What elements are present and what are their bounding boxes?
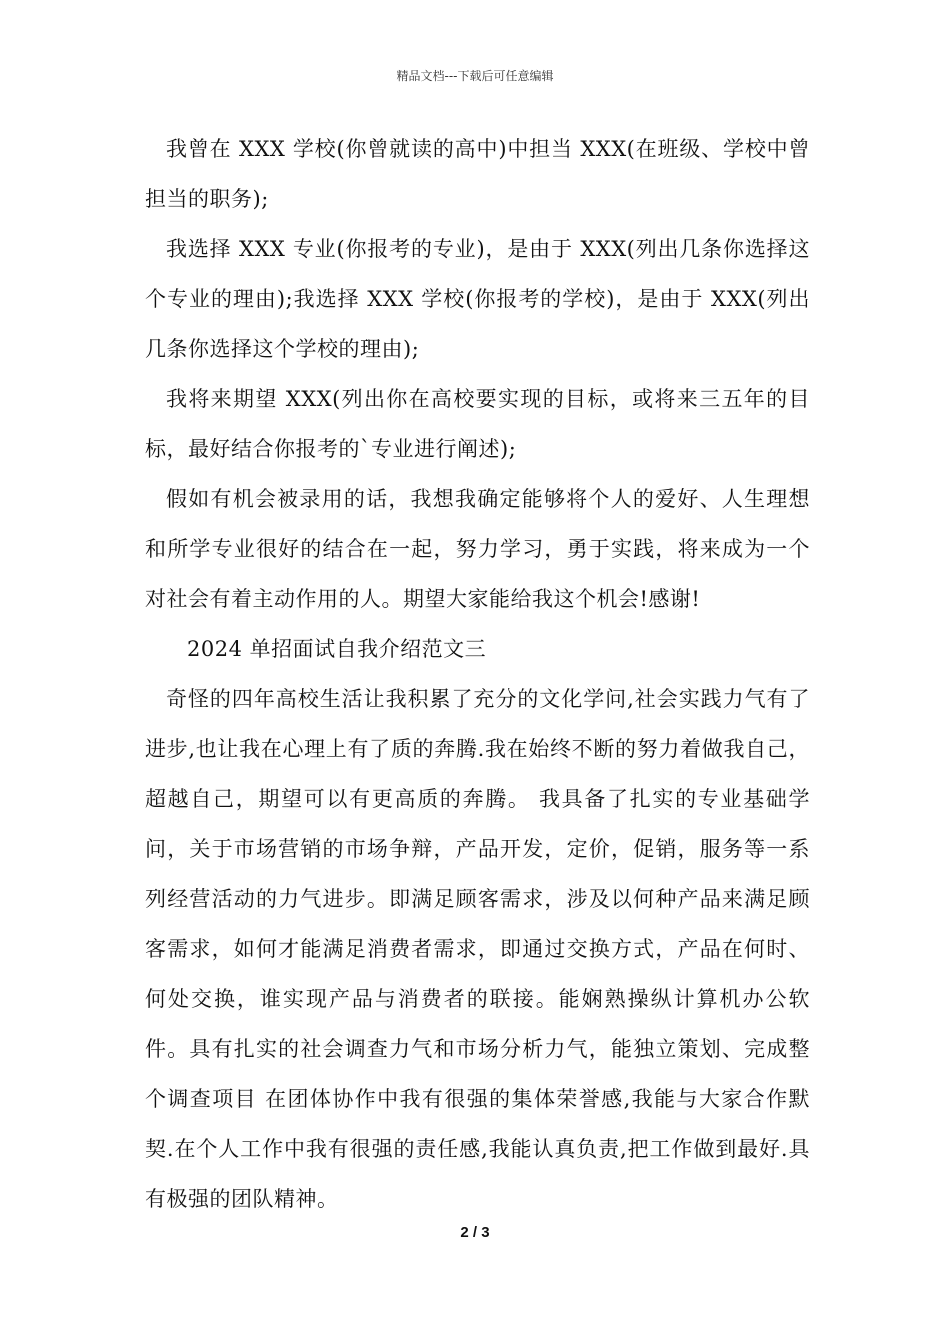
section-heading: 2024 单招面试自我介绍范文三 xyxy=(187,637,487,661)
paragraph-major-reason: 我选择 XXX 专业(你报考的专业)，是由于 XXX(列出几条你选择这个专业的理由);我选择 XXX 学校(你报考的学校)，是由于 XXX(列出几条你选择这个学校的理由); xyxy=(145,237,810,361)
paragraph-sample-three: 奇怪的四年高校生活让我积累了充分的文化学问,社会实践力气有了进步,也让我在心理上有了质的奔腾.我在始终不断的努力着做我自己，超越自己，期望可以有更高质的奔腾。 我具备了扎实的专业基础学问，关于市场营销的市场争辩，产品开发，定价，促销，服务等一系列经营活动的力气进步。即满足顾客需求，涉及以何种产品来满足顾客需求，如何才能满足消费者需求，即通过交换方式，产品在何时、何处交换，谁实现产品与消费者的联接。能娴熟操纵计算机办公软件。具有扎实的社会调查力气和市场分析力气，能独立策划、完成整个调查项目 在团体协作中我有很强的集体荣誉感,我能与大家合作默契.在个人工作中我有很强的责任感,我能认真负责,把工作做到最好.具有极强的团队精神。 xyxy=(145,687,810,1211)
paragraph-school-role: 我曾在 XXX 学校(你曾就读的高中)中担当 XXX(在班级、学校中曾担当的职务); xyxy=(145,137,810,211)
page-header: 精品文档---下载后可任意编辑 xyxy=(396,69,554,83)
document-body xyxy=(145,124,810,1224)
paragraph-future-goals: 我将来期望 XXX(列出你在高校要实现的目标，或将来三五年的目标，最好结合你报考的`专业进行阐述); xyxy=(145,387,810,461)
page-number: 2 / 3 xyxy=(460,1224,490,1241)
paragraph-closing: 假如有机会被录用的话，我想我确定能够将个人的爱好、人生理想和所学专业很好的结合在一起，努力学习，勇于实践，将来成为一个对社会有着主动作用的人。期望大家能给我这个机会!感谢! xyxy=(145,487,810,611)
